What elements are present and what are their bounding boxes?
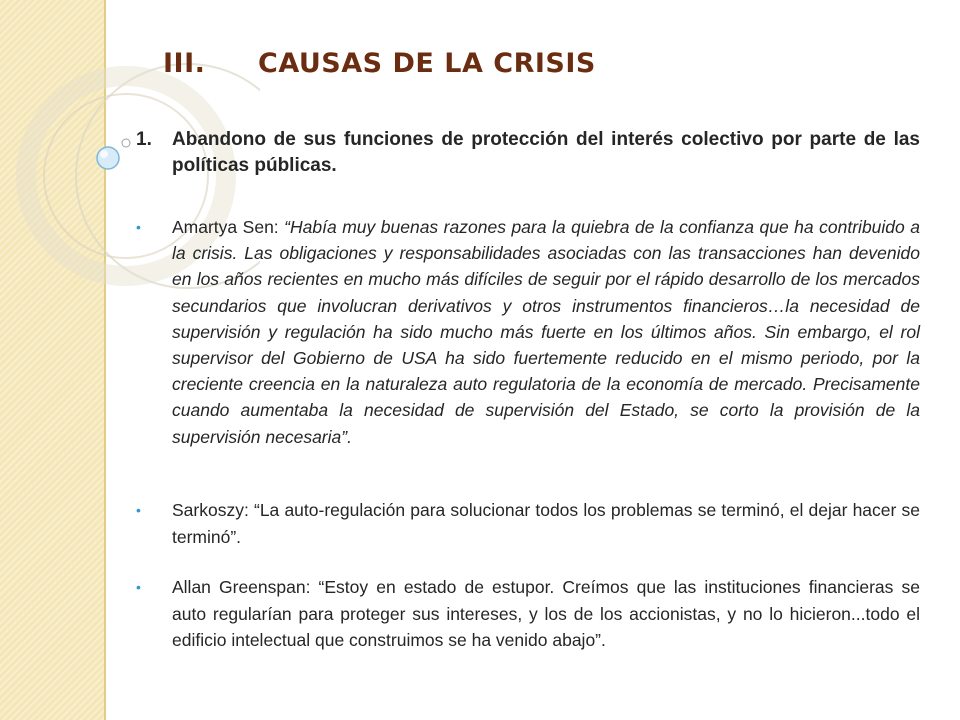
quote-speaker: Amartya Sen:	[172, 217, 285, 237]
bullet-text: Sarkoszy: “La auto-regulación para solucionar todos los problemas se terminó, el dejar hacer se terminó”.	[172, 500, 920, 547]
heading-number: 1.	[136, 129, 152, 150]
bullet-amartya-sen	[136, 214, 920, 450]
slide-title	[163, 48, 596, 79]
heading-text: Abandono de sus funciones de protección del interés colectivo por parte de las políticas públicas.	[172, 129, 920, 176]
bullet-dot-icon: •	[136, 219, 141, 235]
slide-title-number: III.	[163, 48, 206, 79]
bullet-text: Allan Greenspan: “Estoy en estado de estupor. Creímos que las instituciones financieras se auto regularían para proteger sus intereses, y los de los accionistas, y no lo hicieron...todo el edificio intelectual que construimos se ha venido abajo”.	[172, 577, 920, 650]
numbered-heading	[136, 127, 920, 179]
quote-text: “Había muy buenas razones para la quiebra de la confianza que ha contribuido a la crisis. Las obligaciones y responsabilidades asociadas con las transacciones han devenido en los años recientes en mucho más difíciles de seguir por el rápido desarrollo de los mercados secundarios que involucran derivativos y otros instrumentos financieros…la necesidad de supervisión y regulación ha sido mucho más fuerte en los últimos años. Sin embargo, el rol supervisor del Gobierno de USA ha sido fuertemente reducido en el mismo periodo, por la creciente creencia en la naturaleza auto regulatoria de la economía de mercado. Precisamente cuando aumentaba la necesidad de supervisión del Estado, se corto la provisión de la supervisión necesaria”.	[172, 217, 920, 447]
slide-title-text: CAUSAS DE LA CRISIS	[258, 48, 596, 79]
bullet-sarkozy	[136, 497, 920, 551]
bullet-dot-icon: •	[136, 579, 141, 595]
bullet-text	[172, 214, 920, 450]
bullet-dot-icon: •	[136, 502, 141, 518]
bullet-greenspan	[136, 574, 920, 654]
